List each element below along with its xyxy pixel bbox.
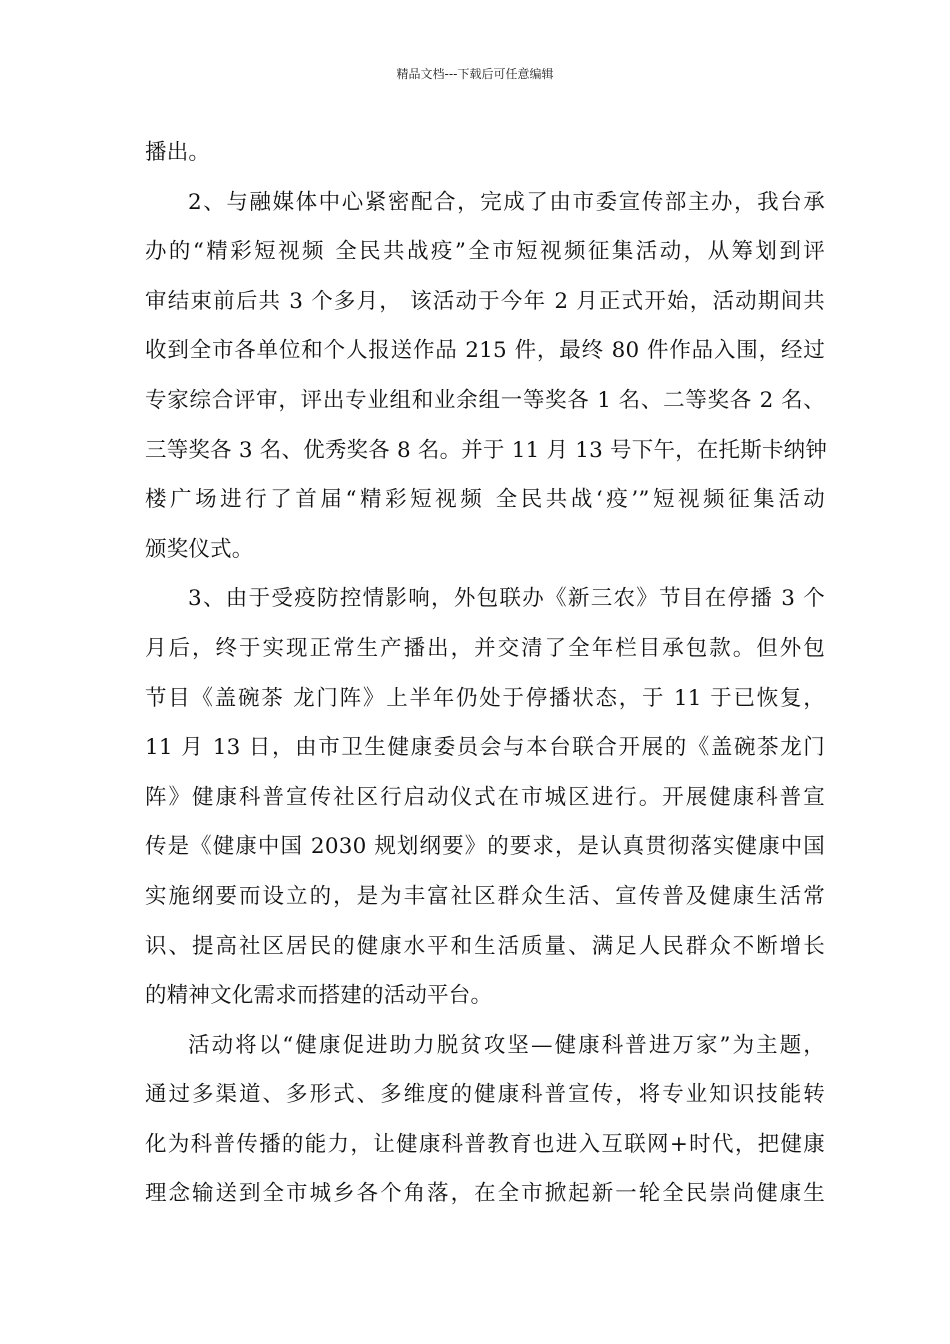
text-line: 办的“精彩短视频 全民共战疫”全市短视频征集活动，从筹划到评	[145, 239, 825, 265]
text-line: 实施纲要而设立的，是为丰富社区群众生活、宣传普及健康生活常	[145, 883, 825, 909]
text-line: 三等奖各 3 名、优秀奖各 8 名。并于 11 月 13 号下午，在托斯卡纳钟	[145, 437, 828, 463]
text-line: 楼广场进行了首届“精彩短视频 全民共战‘疫’”短视频征集活动	[145, 487, 825, 513]
text-line: 2、与融媒体中心紧密配合，完成了由市委宣传部主办，我台承	[188, 189, 825, 215]
text-line: 理念输送到全市城乡各个角落，在全市掀起新一轮全民崇尚健康生	[145, 1181, 825, 1207]
text-line: 11 月 13 日，由市卫生健康委员会与本台联合开展的《盖碗茶龙门	[145, 735, 825, 761]
text-line: 阵》健康科普宣传社区行启动仪式在市城区进行。开展健康科普宣	[145, 784, 825, 810]
text-line: 收到全市各单位和个人报送作品 215 件，最终 80 件作品入围，经过	[145, 338, 825, 364]
text-line: 专家综合评审，评出专业组和业余组一等奖各 1 名、二等奖各 2 名、	[145, 387, 825, 413]
text-line: 颁奖仪式。	[145, 536, 254, 562]
text-line: 审结束前后共 3 个多月， 该活动于今年 2 月正式开始，活动期间共	[145, 288, 825, 314]
text-line: 识、提高社区居民的健康水平和生活质量、满足人民群众不断增长	[145, 933, 825, 959]
page-header: 精品文档---下载后可任意编辑	[396, 67, 554, 81]
text-line: 化为科普传播的能力，让健康科普教育也进入互联网+时代，把健康	[145, 1131, 825, 1157]
text-line: 3、由于受疫防控情影响，外包联办《新三农》节目在停播 3 个	[188, 586, 825, 612]
text-line: 的精神文化需求而搭建的活动平台。	[145, 983, 493, 1009]
text-line: 传是《健康中国 2030 规划纲要》的要求，是认真贯彻落实健康中国	[145, 834, 825, 860]
text-line: 播出。	[145, 140, 211, 165]
document-body	[145, 128, 828, 1219]
text-line: 通过多渠道、多形式、多维度的健康科普宣传，将专业知识技能转	[145, 1082, 825, 1108]
text-line: 活动将以“健康促进助力脱贫攻坚—健康科普进万家”为主题，	[188, 1032, 825, 1058]
text-line: 节目《盖碗茶 龙门阵》上半年仍处于停播状态，于 11 于已恢复，	[145, 685, 825, 711]
text-line: 月后，终于实现正常生产播出，并交清了全年栏目承包款。但外包	[145, 635, 825, 661]
